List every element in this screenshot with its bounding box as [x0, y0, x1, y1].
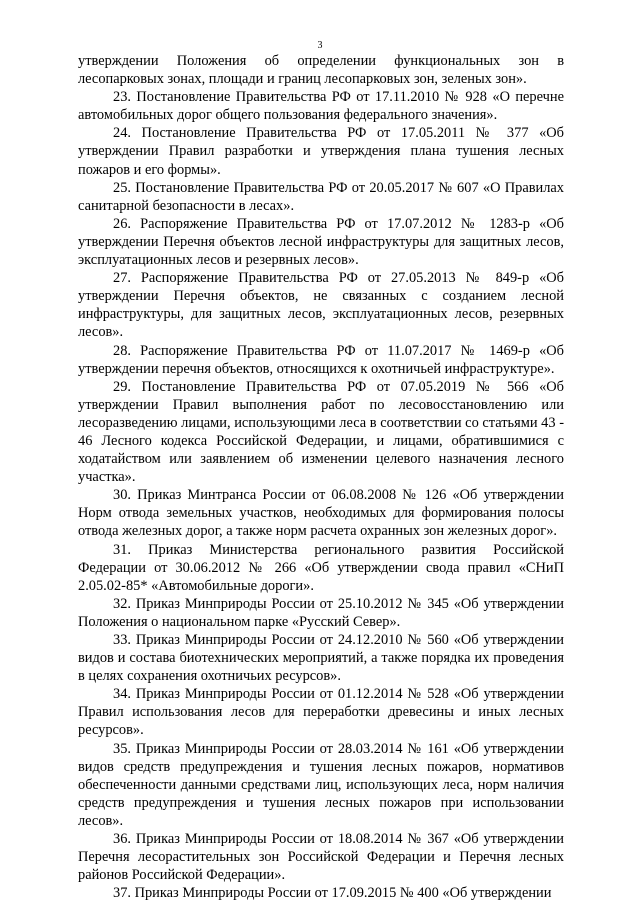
list-item-24: 24. Постановление Правительства РФ от 17.05.2011 № 377 «Об утверждении Правил разработки и утверждения плана тушения лесных пожаров и его формы». — [78, 125, 564, 178]
list-item-23: 23. Постановление Правительства РФ от 17.11.2010 № 928 «О перечне автомобильных дорог общего пользования федерального значения». — [78, 89, 564, 124]
list-item-33: 33. Приказ Минприроды России от 24.12.2010 № 560 «Об утверждении видов и состава биотехнических мероприятий, а также порядка их проведения в целях сохранения охотничьих ресурсов». — [78, 632, 564, 685]
list-item-26: 26. Распоряжение Правительства РФ от 17.07.2012 № 1283-р «Об утверждении Перечня объектов лесной инфраструктуры для защитных лесов, эксплуатационных лесов и резервных лесов». — [78, 215, 564, 269]
list-item-31: 31. Приказ Министерства регионального развития Российской Федерации от 30.06.2012 № 266 «Об утверждении свода правил «СНиП 2.05.02-85* «Автомобильные дороги». — [78, 541, 564, 594]
list-item-28: 28. Распоряжение Правительства РФ от 11.07.2017 № 1469-р «Об утверждении перечня объектов, относящихся к охотничьей инфраструктуре». — [78, 342, 564, 377]
document-body — [78, 52, 564, 902]
list-item-37: 37. Приказ Минприроды России от 17.09.2015 № 400 «Об утверждении — [113, 885, 552, 902]
list-item-32: 32. Приказ Минприроды России от 25.10.2012 № 345 «Об утверждении Положения о национальном парке «Русский Север». — [78, 595, 564, 630]
list-item-36: 36. Приказ Минприроды России от 18.08.2014 № 367 «Об утверждении Перечня лесорастительных зон Российской Федерации и Перечня лесных районов Российской Федерации». — [78, 831, 564, 884]
list-item-25: 25. Постановление Правительства РФ от 20.05.2017 № 607 «О Правилах санитарной безопасности в лесах». — [78, 179, 564, 214]
paragraph-continuation: утверждении Положения об определении функциональных зон в лесопарковых зонах, площади и границ лесопарковых зон, зеленых зон». — [78, 53, 564, 88]
page-number: 3 — [317, 40, 323, 51]
list-item-35: 35. Приказ Минприроды России от 28.03.2014 № 161 «Об утверждении видов средств предупреждения и тушения лесных пожаров, нормативов обеспеченности данными средствами лиц, использующих леса, норм наличия средств предупреждения и тушения лесных пожаров при использовании лесов». — [78, 740, 564, 829]
list-item-30: 30. Приказ Минтранса России от 06.08.2008 № 126 «Об утверждении Норм отвода земельных участков, необходимых для формирования полосы отвода железных дорог, а также норм расчета охранных зон железных дорог». — [78, 487, 564, 540]
list-item-27: 27. Распоряжение Правительства РФ от 27.05.2013 № 849-р «Об утверждении Перечня объектов, не связанных с созданием лесной инфраструктуры, для защитных лесов, эксплуатационных лесов, резервных лесов». — [78, 270, 564, 341]
list-item-34: 34. Приказ Минприроды России от 01.12.2014 № 528 «Об утверждении Правил использования лесов для переработки древесины и иных лесных ресурсов». — [78, 686, 564, 739]
list-item-29: 29. Постановление Правительства РФ от 07.05.2019 № 566 «Об утверждении Правил выполнения работ по лесовосстановлению или лесоразведению лицами, использующими леса в соответствии со статьями 43 - 46 Лесного кодекса Российской Федерации, и лицами, обратившимися с ходатайством или заявлением об изменении целевого назначения лесного участка». — [78, 378, 564, 486]
